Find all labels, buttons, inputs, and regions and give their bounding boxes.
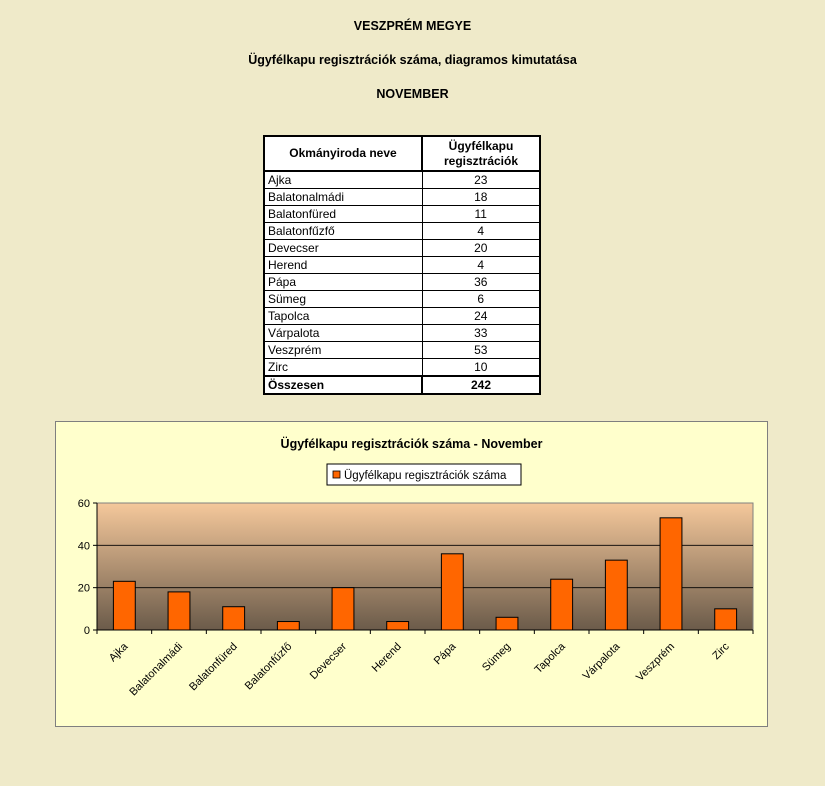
bar-balatonfüred: [223, 607, 245, 630]
registration-count-cell: 23: [422, 171, 540, 189]
plot-area: [97, 503, 753, 630]
table-row: [264, 240, 540, 257]
x-tick-label: Balatonalmádi: [127, 640, 186, 699]
office-name-cell: Balatonfüred: [264, 206, 422, 223]
registration-count-cell: 4: [422, 257, 540, 274]
y-tick-label: 0: [83, 625, 90, 637]
x-tick-label: Sümeg: [479, 640, 514, 674]
registration-count-cell: 53: [422, 342, 540, 359]
legend-label: Ügyfélkapu regisztrációk száma: [344, 470, 507, 482]
registration-count-cell: 10: [422, 359, 540, 377]
county-title: VESZPRÉM MEGYE: [353, 19, 472, 33]
table-row: [264, 189, 540, 206]
bar-várpalota: [605, 560, 627, 630]
y-tick-label: 20: [77, 582, 90, 595]
table-body: [264, 171, 540, 394]
registration-count-cell: 18: [422, 189, 540, 206]
bar-pápa: [441, 554, 463, 630]
bar-tapolca: [551, 579, 573, 630]
bar-balatonfűzfő: [277, 622, 299, 630]
registrations-table: [263, 135, 541, 395]
office-name-cell: Balatonalmádi: [264, 189, 422, 206]
y-tick-label: 60: [77, 498, 90, 510]
total-row: [264, 376, 540, 394]
bar-herend: [387, 622, 409, 630]
total-value-cell: 242: [422, 376, 540, 394]
table-row: [264, 171, 540, 189]
table-row: [264, 274, 540, 291]
registration-count-cell: 6: [422, 291, 540, 308]
table-row: [264, 206, 540, 223]
table-row: [264, 223, 540, 240]
chart-title: Ügyfélkapu regisztrációk száma - November: [280, 437, 543, 451]
column-header-count-line1: Ügyfélkapu: [448, 138, 514, 153]
office-name-cell: Sümeg: [264, 291, 422, 308]
column-header-count: [422, 136, 540, 171]
bar-devecser: [332, 588, 354, 630]
total-label-cell: Összesen: [264, 376, 422, 394]
office-name-cell: Ajka: [264, 171, 422, 189]
table-row: [264, 342, 540, 359]
office-name-cell: Herend: [264, 257, 422, 274]
column-header-office: Okmányiroda neve: [264, 136, 422, 171]
office-name-cell: Veszprém: [264, 342, 422, 359]
column-header-count-line2: regisztrációk: [443, 153, 519, 168]
office-name-cell: Tapolca: [264, 308, 422, 325]
x-tick-label: Devecser: [307, 640, 350, 682]
bar-sümeg: [496, 617, 518, 630]
bar-ajka: [113, 581, 135, 630]
table-row: [264, 257, 540, 274]
table-row: [264, 308, 540, 325]
registration-count-cell: 4: [422, 223, 540, 240]
registration-count-cell: 24: [422, 308, 540, 325]
chart-area: [55, 421, 768, 727]
x-tick-label: Ajka: [106, 640, 131, 665]
x-tick-label: Herend: [369, 640, 404, 675]
report-subtitle: Ügyfélkapu regisztrációk száma, diagramos kimutatása: [248, 53, 577, 67]
office-name-cell: Devecser: [264, 240, 422, 257]
bar-zirc: [715, 609, 737, 630]
registration-count-cell: 33: [422, 325, 540, 342]
registration-count-cell: 11: [422, 206, 540, 223]
bar-balatonalmádi: [168, 592, 190, 630]
bar-chart: [56, 422, 767, 726]
x-tick-label: Tapolca: [532, 640, 568, 676]
x-tick-label: Zirc: [710, 640, 732, 663]
table-row: [264, 291, 540, 308]
office-name-cell: Pápa: [264, 274, 422, 291]
registration-count-cell: 20: [422, 240, 540, 257]
bar-veszprém: [660, 518, 682, 630]
y-tick-label: 40: [77, 540, 90, 553]
office-name-cell: Várpalota: [264, 325, 422, 342]
table-row: [264, 325, 540, 342]
x-tick-label: Balatonfűzfő: [242, 640, 295, 693]
legend-swatch: [333, 471, 340, 478]
office-name-cell: Balatonfűzfő: [264, 223, 422, 240]
month-title: NOVEMBER: [376, 87, 449, 101]
x-tick-label: Várpalota: [580, 640, 623, 683]
x-tick-label: Veszprém: [634, 640, 678, 684]
registration-count-cell: 36: [422, 274, 540, 291]
table-row: [264, 359, 540, 377]
x-tick-label: Balatonfüred: [187, 640, 240, 694]
x-tick-label: Pápa: [431, 640, 459, 668]
office-name-cell: Zirc: [264, 359, 422, 377]
